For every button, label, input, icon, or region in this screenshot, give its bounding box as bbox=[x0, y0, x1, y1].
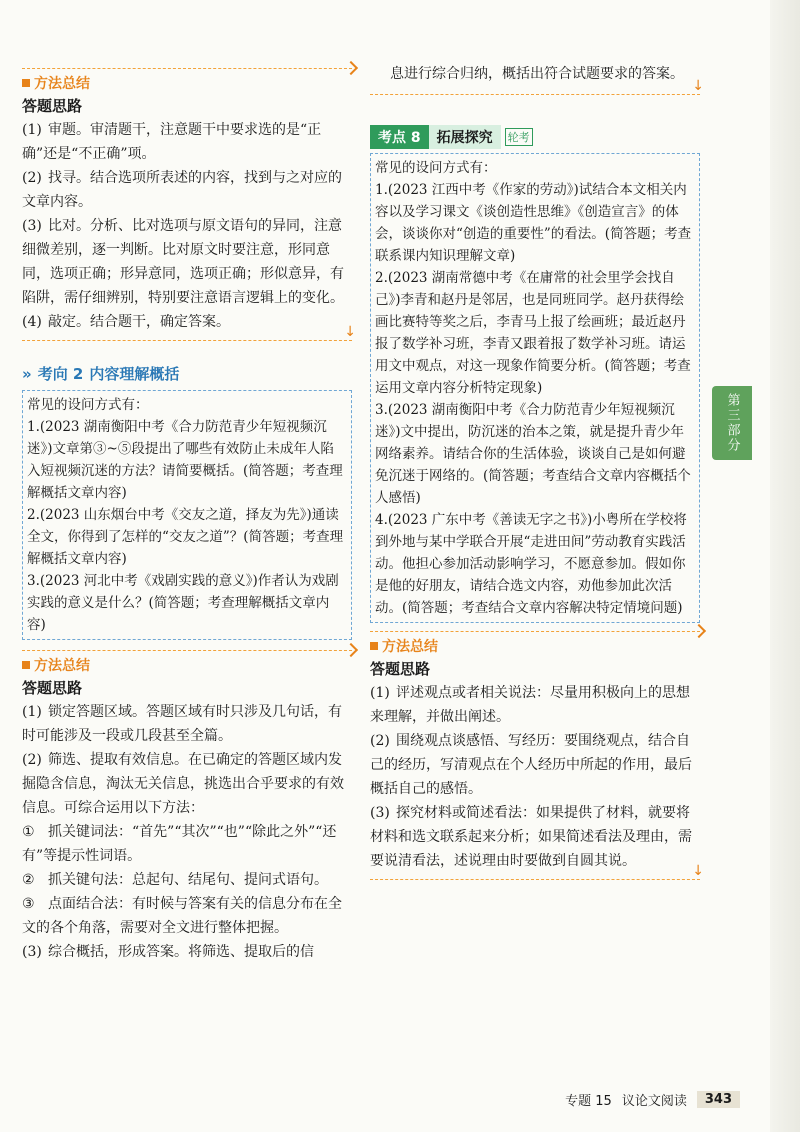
rotation-tag: 轮考 bbox=[505, 128, 533, 146]
question-item: 1.(2023 湖南衡阳中考《合力防范青少年短视频沉迷》)文章第③~⑤段提出了哪些有效防止未成年人陷入短视频沉迷的方法？请简要概括。(简答题；考查理解概括文章内容) bbox=[27, 419, 343, 501]
bookmark-icon bbox=[22, 79, 30, 87]
question-item: 1.(2023 江西中考《作家的劳动》)试结合本文相关内容以及学习课文《谈创造性思维》《创造宣言》的体会，谈谈你对“创造的重要性”的看法。(简答题；考查联系课内知识理解文章) bbox=[375, 182, 692, 264]
question-box-1: 常见的设问方式有： 1.(2023 湖南衡阳中考《合力防范青少年短视频沉迷》)文章第③~⑤段提出了哪些有效防止未成年人陷入短视频沉迷的方法？请简要概括。(简答题；考查理解概括文章内容) 2.(2023 山东烟台中考《交友之道，择友为先》)通读全文，你得到了怎样的“交友之道”？(简答题；考查理解概括文章内容) 3.(2023 河北中考《戏剧实践的意义》)作者认为戏剧实践的意义是什么？(简答题；考查理解概括文章内容) bbox=[22, 390, 352, 640]
left-column bbox=[22, 0, 352, 964]
method-title: 答题思路 bbox=[22, 97, 83, 115]
page-edge bbox=[770, 0, 800, 1132]
method-item: (3) 比对。分析、比对选项与原文语句的异同，注意细微差别，逐一判断。比对原文时要注意，形同意同，选项正确；形异意同，选项正确；形似意异，有陷阱，需仔细辨别，特别要注意语言逻辑上的变化。 bbox=[22, 218, 344, 306]
method-item: (1) 审题。审清题干，注意题干中要求选的是“正确”还是“不正确”项。 bbox=[22, 122, 322, 162]
method-box-2: 方法总结 答题思路 (1) 锁定答题区域。答题区域有时只涉及几句话，有时可能涉及一段或几段甚至全篇。 (2) 筛选、提取有效信息。在已确定的答题区域内发掘隐含信息，淘汰无关信息，挑选出合乎要求的有效信息。可综合运用以下方法： ① 抓关键词法：“首先”“其次”“也”“除此之外”“还有”等提示性词语。 ② 抓关键句法：总起句、结尾句、提问式语句。 ③ 点面结合法：有时候与答案有关的信息分布在全文的各个角落，需要对全文进行整体把握。 (3) 综合概括，形成答案。将筛选、提取后的信 bbox=[22, 650, 352, 964]
method-items bbox=[22, 118, 352, 334]
question-item: 3.(2023 湖南衡阳中考《合力防范青少年短视频沉迷》)文中提出，防沉迷的治本之策，就是提升青少年网络素养。请结合你的生活体验，谈谈自己是如何避免沉迷于网络的。(简答题；考查结合文章内容概括个人感悟) bbox=[375, 402, 691, 506]
method-item: (2) 找寻。结合选项所表述的内容，找到与之对应的文章内容。 bbox=[22, 170, 342, 210]
page-footer bbox=[565, 1090, 740, 1109]
question-item: 2.(2023 湖南常德中考《在庸常的社会里学会找自己》)李青和赵丹是邻居，也是同班同学。赵丹获得绘画比赛特等奖之后，李青马上报了绘画班；最近赵丹报了数学补习班，李青又跟着报了数学补习班。请运用文中观点，对这一现象作简要分析。(简答题；考查运用文章内容分析特定现象) bbox=[375, 270, 691, 396]
method-header: 方法总结 bbox=[22, 73, 352, 93]
question-item: 4.(2023 广东中考《善读无字之书》)小粤所在学校将到外地与某中学联合开展“走进田间”劳动教育实践活动。他担心参加活动影响学习，不愿意参加。假如你是他的好朋友，请结合选文内容，劝他参加此次活动。(简答题；考查结合文章内容解决特定情境问题) bbox=[375, 512, 687, 616]
page-number: 343 bbox=[697, 1091, 740, 1108]
question-box-2: 常见的设问方式有： 1.(2023 江西中考《作家的劳动》)试结合本文相关内容以及学习课文《谈创造性思维》《创造宣言》的体会，谈谈你对“创造的重要性”的看法。(简答题；考查联系课内知识理解文章) 2.(2023 湖南常德中考《在庸常的社会里学会找自己》)李青和赵丹是邻居，也是同班同学。赵丹获得绘画比赛特等奖之后，李青马上报了绘画班；最近赵丹报了数学补习班，李青又跟着报了数学补习班。请运用文中观点，对这一现象作简要分析。(简答题；考查运用文章内容分析特定现象) 3.(2023 湖南衡阳中考《合力防范青少年短视频沉迷》)文中提出，防沉迷的治本之策，就是提升青少年网络素养。请结合你的生活体验，谈谈自己是如何避免沉迷于网络的。(简答题；考查结合文章内容概括个人感悟) 4.(2023 广东中考《善读无字之书》)小粤所在学校将到外地与某中学联合开展“走进田间”劳动教育实践活动。他担心参加活动影响学习，不愿意参加。假如你是他的好朋友，请结合选文内容，劝他参加此次活动。(简答题；考查结合文章内容解决特定情境问题) bbox=[370, 153, 700, 623]
method-item: ② 抓关键句法：总起句、结尾句、提问式语句。 bbox=[22, 872, 328, 888]
method-item: (1) 评述观点或者相关说法：尽量用积极向上的思想来理解，并做出阐述。 bbox=[370, 685, 690, 725]
question-item: 2.(2023 山东烟台中考《交友之道，择友为先》)通读全文，你得到了怎样的“交友之道”？(简答题；考查理解概括文章内容) bbox=[27, 507, 344, 567]
chevron-right-icon: » bbox=[22, 364, 32, 383]
method-item: (3) 探究材料或简述看法：如果提供了材料，就要将材料和选文联系起来分析；如果简述看法及理由，需要说清看法，述说理由时要做到自圆其说。 bbox=[370, 805, 692, 869]
right-column bbox=[370, 0, 700, 880]
footer-topic: 专题 15 bbox=[565, 1094, 612, 1109]
method-box-3: 方法总结 答题思路 (1) 评述观点或者相关说法：尽量用积极向上的思想来理解，并做出阐述。 (2) 围绕观点谈感悟、写经历：要围绕观点，结合自己的经历，写清观点在个人经历中所起的作用，最后概括自己的感悟。 (3) 探究材料或简述看法：如果提供了材料，就要将材料和选文联系起来分析；如果简述看法及理由，需要说清看法，述说理由时要做到自圆其说。 ↓ bbox=[370, 631, 700, 880]
kaodian-8-header: 考点 8 拓展探究 轮考 bbox=[370, 125, 700, 149]
bookmark-icon bbox=[22, 661, 30, 669]
section-side-tab[interactable]: 第三部分 bbox=[712, 386, 752, 460]
method-item: (2) 围绕观点谈感悟、写经历：要围绕观点，结合自己的经历，写清观点在个人经历中所起的作用，最后概括自己的感悟。 bbox=[370, 733, 692, 797]
bookmark-icon bbox=[370, 642, 378, 650]
method-item: (2) 筛选、提取有效信息。在已确定的答题区域内发掘隐含信息，淘汰无关信息，挑选出合乎要求的有效信息。可综合运用以下方法： bbox=[22, 752, 344, 816]
method-item: (1) 锁定答题区域。答题区域有时只涉及几句话，有时可能涉及一段或几段甚至全篇。 bbox=[22, 704, 342, 744]
method-item: (3) 综合概括，形成答案。将筛选、提取后的信 bbox=[22, 944, 314, 960]
footer-title: 议论文阅读 bbox=[621, 1094, 687, 1109]
question-item: 3.(2023 河北中考《戏剧实践的意义》)作者认为戏剧实践的意义是什么？(简答题；考查理解概括文章内容) bbox=[27, 573, 339, 633]
method-item: ① 抓关键词法：“首先”“其次”“也”“除此之外”“还有”等提示性词语。 bbox=[22, 824, 337, 864]
method-item: ③ 点面结合法：有时候与答案有关的信息分布在全文的各个角落，需要对全文进行整体把握。 bbox=[22, 896, 342, 936]
method-item: (4) 敲定。结合题干，确定答案。 bbox=[22, 314, 230, 330]
method-box-1 bbox=[22, 68, 352, 341]
direction-2-header: » 考向 2 内容理解概括 bbox=[22, 364, 180, 383]
continuation-text: 息进行综合归纳，概括出符合试题要求的答案。 bbox=[390, 66, 684, 82]
